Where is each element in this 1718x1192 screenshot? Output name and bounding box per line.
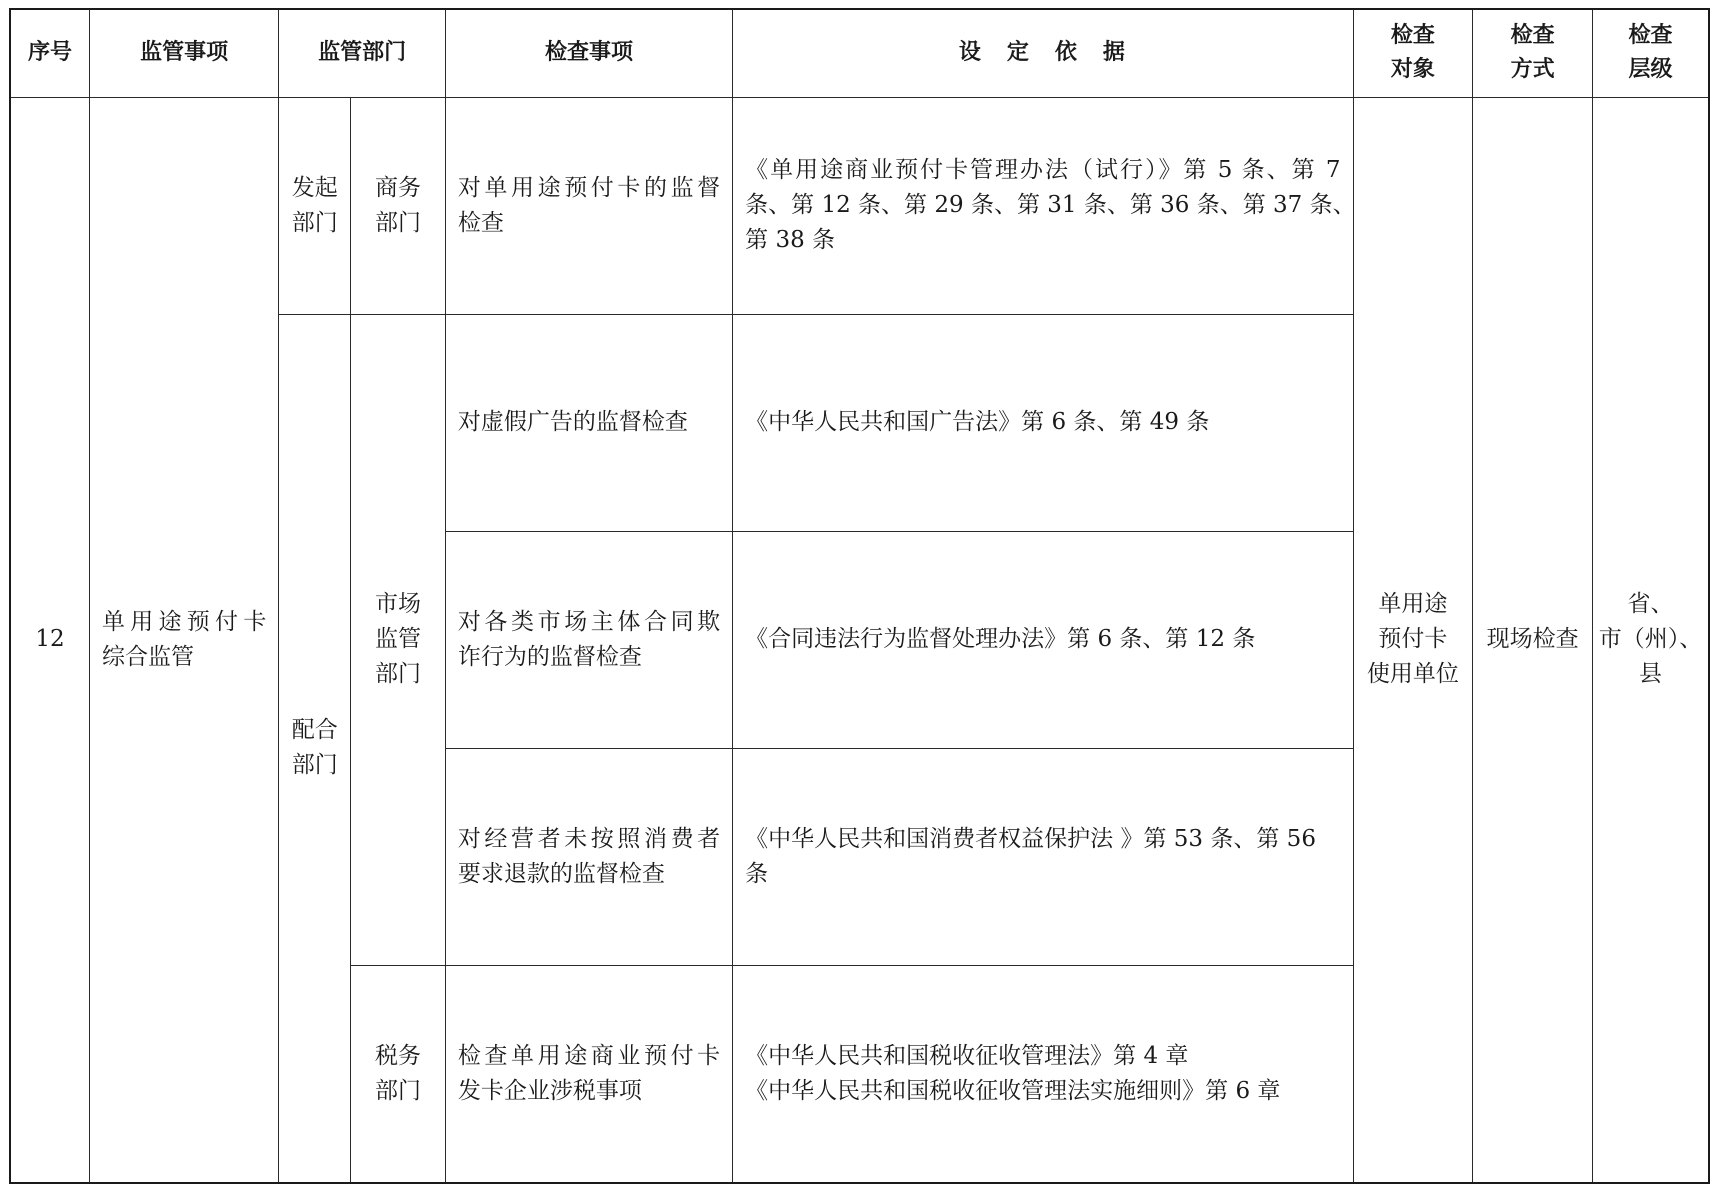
check-item-5-line2: 发卡企业涉税事项 [457, 1078, 642, 1105]
header-row [10, 9, 1709, 97]
dept-market-line3: 部门 [374, 661, 421, 688]
dept-market [351, 314, 446, 966]
dept-commerce [351, 97, 446, 314]
regulation-table [9, 8, 1710, 1184]
check-item-4-line1: 对经营者未按照消费者 [457, 826, 721, 853]
check-item-1-line2: 检查 [457, 209, 504, 236]
check-item-5-line1: 检查单用途商业预付卡 [457, 1043, 721, 1070]
header-basis: 设 定 依 据 [733, 9, 1353, 97]
check-level-line2: 市（州）、 [1598, 626, 1703, 653]
check-item-2: 对虚假广告的监督检查 [445, 314, 732, 531]
dept-commerce-line2: 部门 [374, 209, 421, 236]
check-level-line3: 县 [1638, 661, 1662, 688]
basis-3: 《合同违法行为监督处理办法》第 6 条、第 12 条 [733, 531, 1353, 748]
dept-tax [351, 966, 446, 1183]
header-level-line1: 检查 [1628, 23, 1673, 49]
check-level [1592, 97, 1709, 1183]
header-no: 序号 [10, 9, 89, 97]
header-level-line2: 层级 [1628, 57, 1673, 83]
basis-5-line1: 《中华人民共和国税收征收管理法》第 4 章 [745, 1043, 1189, 1070]
check-item-3 [445, 531, 732, 748]
table-row [10, 97, 1709, 314]
role-initiator-line2: 部门 [291, 209, 338, 236]
check-target-line2: 预付卡 [1378, 626, 1448, 653]
basis-5-line2: 《中华人民共和国税收征收管理法实施细则》第 6 章 [745, 1078, 1281, 1105]
role-cooperator-line1: 配合 [291, 717, 338, 744]
check-target-line1: 单用途 [1378, 591, 1448, 618]
basis-1 [733, 97, 1356, 314]
basis-1-line1: 《单用途商业预付卡管理办法（试行）》第 5 条、第 7 [745, 157, 1341, 184]
header-method-line2: 方式 [1510, 57, 1555, 83]
header-method [1473, 9, 1593, 97]
role-initiator [279, 97, 351, 314]
check-target [1353, 97, 1473, 1183]
check-item-1 [445, 97, 732, 314]
dept-tax-line2: 部门 [374, 1078, 421, 1105]
header-target-line2: 对象 [1390, 57, 1435, 83]
basis-1-line2: 条、第 12 条、第 29 条、第 31 条、第 36 条、第 37 条、 [745, 192, 1356, 219]
role-cooperator [279, 314, 351, 1183]
supervision-item-line1: 单用途预付卡 [101, 608, 267, 635]
dept-tax-line1: 税务 [374, 1043, 421, 1070]
basis-2: 《中华人民共和国广告法》第 6 条、第 49 条 [733, 314, 1353, 531]
header-dept: 监管部门 [279, 9, 446, 97]
check-item-5 [445, 966, 732, 1183]
header-target-line1: 检查 [1390, 23, 1435, 49]
dept-market-line1: 市场 [374, 591, 421, 618]
check-item-3-line2: 诈行为的监督检查 [457, 643, 642, 670]
check-method: 现场检查 [1473, 97, 1593, 1183]
check-target-line3: 使用单位 [1366, 661, 1459, 688]
header-target [1353, 9, 1473, 97]
basis-5 [733, 966, 1353, 1183]
row-number: 12 [10, 97, 89, 1183]
check-item-1-line1: 对单用途预付卡的监督 [457, 174, 721, 201]
header-check-item: 检查事项 [445, 9, 732, 97]
dept-commerce-line1: 商务 [374, 174, 421, 201]
dept-market-line2: 监管 [374, 626, 421, 653]
check-item-4 [445, 749, 732, 966]
role-cooperator-line2: 部门 [291, 752, 338, 779]
header-method-line1: 检查 [1510, 23, 1555, 49]
role-initiator-line1: 发起 [291, 174, 338, 201]
header-item: 监管事项 [89, 9, 278, 97]
check-item-4-line2: 要求退款的监督检查 [457, 861, 665, 888]
check-level-line1: 省、 [1627, 591, 1674, 618]
check-item-3-line1: 对各类市场主体合同欺 [457, 608, 721, 635]
supervision-item-line2: 综合监管 [101, 643, 194, 670]
basis-1-line3: 第 38 条 [745, 227, 836, 254]
basis-4: 《中华人民共和国消费者权益保护法 》第 53 条、第 56 条 [733, 749, 1353, 966]
header-level [1592, 9, 1709, 97]
supervision-item [89, 97, 278, 1183]
